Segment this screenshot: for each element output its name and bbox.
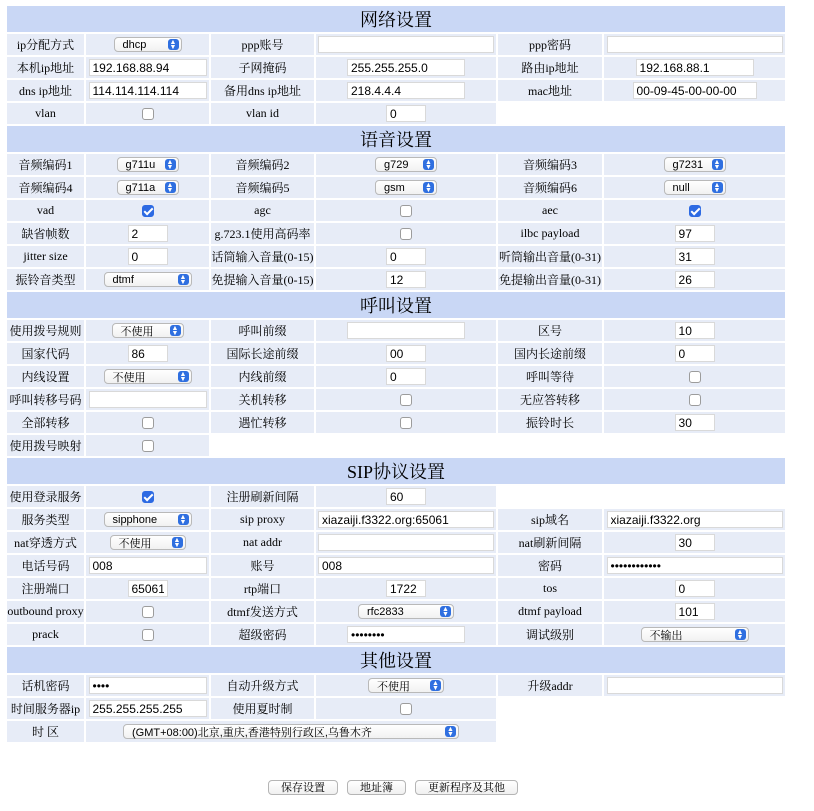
dial-rule-select[interactable]	[112, 323, 184, 338]
chevron-updown-icon: ▲ ▼	[712, 159, 723, 170]
chevron-updown-icon: ▲ ▼	[423, 182, 434, 193]
local-ip-label: 本机ip地址	[7, 57, 84, 78]
internal-value: 不使用	[112, 371, 146, 384]
ip-mode-label: ip分配方式	[7, 34, 84, 55]
service-type-label: 服务类型	[7, 509, 84, 530]
jitter-input[interactable]	[128, 248, 168, 265]
country-code-label: 国家代码	[7, 343, 84, 364]
g7231-high-label: g.723.1使用高码率	[211, 223, 314, 244]
codec6-value: null	[672, 181, 690, 194]
internal-label: 内线设置	[7, 366, 84, 387]
password-label: 密码	[498, 555, 602, 576]
address-book-button[interactable]: 地址簿	[347, 780, 406, 795]
codec2-label: 音频编码2	[211, 154, 314, 175]
codec2-value: g729	[384, 158, 409, 171]
hf-in-input[interactable]	[386, 271, 426, 288]
vad-checkbox[interactable]	[142, 205, 154, 217]
phone-password-input[interactable]	[89, 677, 207, 694]
all-forward-checkbox[interactable]	[142, 417, 154, 429]
timezone-select[interactable]	[123, 724, 459, 739]
chevron-updown-icon: ▲ ▼	[430, 680, 441, 691]
save-settings-button[interactable]: 保存设置	[268, 780, 338, 795]
codec3-value: g7231	[672, 158, 704, 171]
dtmf-payload-input[interactable]	[675, 603, 715, 620]
rtp-port-label: rtp端口	[211, 578, 314, 599]
time-server-label: 时间服务器ip	[7, 698, 84, 719]
debug-level-label: 调试级别	[498, 624, 602, 645]
dns2-label: 备用dns ip地址	[211, 80, 314, 101]
codec2-select[interactable]	[375, 157, 437, 172]
dns-label: dns ip地址	[7, 80, 84, 101]
nat-value: 不使用	[118, 537, 152, 550]
dns-input[interactable]	[89, 82, 207, 99]
subnet-label: 子网掩码	[211, 57, 314, 78]
off-forward-checkbox[interactable]	[400, 394, 412, 406]
chevron-updown-icon: ▲ ▼	[178, 371, 189, 382]
dial-rule-label: 使用拨号规则	[7, 320, 84, 341]
hf-in-label: 免提输入音量(0-15)	[211, 269, 314, 290]
upgrade-mode-value: 不使用	[377, 680, 410, 693]
chevron-updown-icon: ▲ ▼	[423, 159, 434, 170]
timezone-value: (GMT+08:00)北京,重庆,香港特别行政区,乌鲁木齐	[132, 726, 372, 739]
reg-refresh-label: 注册刷新间隔	[211, 486, 314, 507]
noanswer-forward-label: 无应答转移	[498, 389, 602, 410]
dtmf-mode-label: dtmf发送方式	[211, 601, 314, 622]
ppp-password-label: ppp密码	[498, 34, 602, 55]
vad-label: vad	[7, 200, 84, 221]
dtmf-mode-select[interactable]	[358, 604, 454, 619]
national-prefix-input[interactable]	[675, 345, 715, 362]
chevron-updown-icon: ▲ ▼	[178, 274, 189, 285]
debug-level-value: 不输出	[649, 629, 683, 642]
intl-prefix-label: 国际长途前缀	[211, 343, 314, 364]
reg-port-input[interactable]	[128, 580, 168, 597]
prack-checkbox[interactable]	[142, 629, 154, 641]
sip-proxy-input[interactable]	[318, 511, 494, 528]
dns2-input[interactable]	[347, 82, 465, 99]
default-frames-input[interactable]	[128, 225, 168, 242]
internal-prefix-input[interactable]	[386, 368, 426, 385]
nat-addr-label: nat addr	[211, 532, 314, 553]
rtp-port-input[interactable]	[386, 580, 426, 597]
handset-out-label: 听筒输出音量(0-31)	[498, 246, 602, 267]
codec4-value: g711a	[125, 181, 156, 194]
router-ip-label: 路由ip地址	[498, 57, 602, 78]
codec5-select[interactable]	[375, 180, 437, 195]
dtmf-mode-value: rfc2833	[367, 605, 404, 618]
mac-input[interactable]	[633, 82, 757, 99]
chevron-updown-icon: ▲ ▼	[172, 537, 183, 548]
codec4-select[interactable]	[117, 180, 179, 195]
area-code-input[interactable]	[675, 322, 715, 339]
password-input[interactable]	[607, 557, 783, 574]
codec5-label: 音频编码5	[211, 177, 314, 198]
agc-checkbox[interactable]	[400, 205, 412, 217]
codec1-select[interactable]	[117, 157, 179, 172]
intl-prefix-input[interactable]	[386, 345, 426, 362]
internal-select[interactable]	[104, 369, 192, 384]
router-ip-input[interactable]	[636, 59, 754, 76]
dst-checkbox[interactable]	[400, 703, 412, 715]
aec-checkbox[interactable]	[689, 205, 701, 217]
country-code-input[interactable]	[128, 345, 168, 362]
account-label: 账号	[211, 555, 314, 576]
dtmf-payload-label: dtmf payload	[498, 601, 602, 622]
forward-number-input[interactable]	[89, 391, 207, 408]
ring-type-label: 振铃音类型	[7, 269, 84, 290]
area-code-label: 区号	[498, 320, 602, 341]
codec4-label: 音频编码4	[7, 177, 84, 198]
subnet-input[interactable]	[347, 59, 465, 76]
call-waiting-checkbox[interactable]	[689, 371, 701, 383]
chevron-updown-icon: ▲ ▼	[168, 39, 179, 50]
mic-in-input[interactable]	[386, 248, 426, 265]
use-login-label: 使用登录服务	[7, 486, 84, 507]
mic-in-label: 话筒输入音量(0-15)	[211, 246, 314, 267]
upgrade-addr-label: 升级addr	[498, 675, 602, 696]
call-prefix-label: 呼叫前缀	[211, 320, 314, 341]
chevron-updown-icon: ▲ ▼	[712, 182, 723, 193]
section-network-title: 网络设置	[7, 6, 785, 32]
sip-proxy-label: sip proxy	[211, 509, 314, 530]
chevron-updown-icon: ▲ ▼	[170, 325, 181, 336]
debug-level-select[interactable]	[641, 627, 749, 642]
chevron-updown-icon: ▲ ▼	[178, 514, 189, 525]
upgrade-addr-input[interactable]	[607, 677, 783, 694]
ilbc-input[interactable]	[675, 225, 715, 242]
account-input[interactable]	[318, 557, 494, 574]
agc-label: agc	[211, 200, 314, 221]
dial-map-label: 使用拨号映射	[7, 435, 84, 456]
busy-forward-checkbox[interactable]	[400, 417, 412, 429]
codec6-select[interactable]	[664, 180, 726, 195]
service-type-value: sipphone	[112, 513, 158, 526]
local-ip-input[interactable]	[89, 59, 207, 76]
super-password-label: 超级密码	[211, 624, 314, 645]
reg-refresh-input[interactable]	[386, 488, 426, 505]
time-server-input[interactable]	[89, 700, 207, 717]
chevron-updown-icon: ▲ ▼	[440, 606, 451, 617]
ip-mode-select[interactable]	[114, 37, 182, 52]
ring-time-label: 振铃时长	[498, 412, 602, 433]
ppp-account-label: ppp账号	[211, 34, 314, 55]
call-prefix-input[interactable]	[347, 322, 465, 339]
service-type-select[interactable]	[104, 512, 192, 527]
ring-type-value: dtmf	[112, 273, 134, 286]
hf-out-label: 免提输出音量(0-31)	[498, 269, 602, 290]
g7231-high-checkbox[interactable]	[400, 228, 412, 240]
reg-port-label: 注册端口	[7, 578, 84, 599]
aec-label: aec	[498, 200, 602, 221]
sip-domain-label: sip域名	[498, 509, 602, 530]
outbound-proxy-checkbox[interactable]	[142, 606, 154, 618]
dial-rule-value: 不使用	[120, 325, 154, 338]
upgrade-mode-label: 自动升级方式	[211, 675, 314, 696]
nat-select[interactable]	[110, 535, 186, 550]
timezone-label: 时 区	[7, 721, 84, 742]
nat-refresh-label: nat刷新间隔	[498, 532, 602, 553]
section-sip-title: SIP协议设置	[7, 458, 785, 484]
tos-label: tos	[498, 578, 602, 599]
ring-type-select[interactable]	[104, 272, 192, 287]
vlan-id-input[interactable]	[386, 105, 426, 122]
chevron-updown-icon: ▲ ▼	[735, 629, 746, 640]
nat-addr-input[interactable]	[318, 534, 494, 551]
forward-number-label: 呼叫转移号码	[7, 389, 84, 410]
default-frames-label: 缺省帧数	[7, 223, 84, 244]
internal-prefix-label: 内线前缀	[211, 366, 314, 387]
nat-refresh-input[interactable]	[675, 534, 715, 551]
national-prefix-label: 国内长途前缀	[498, 343, 602, 364]
use-login-checkbox[interactable]	[142, 491, 154, 503]
busy-forward-label: 遇忙转移	[211, 412, 314, 433]
codec5-value: gsm	[384, 181, 405, 194]
jitter-label: jitter size	[7, 246, 84, 267]
super-password-input[interactable]	[347, 626, 465, 643]
ip-mode-value: dhcp	[122, 38, 147, 51]
phone-password-label: 话机密码	[7, 675, 84, 696]
section-other-title: 其他设置	[7, 647, 785, 673]
button-bar	[0, 780, 786, 795]
codec3-label: 音频编码3	[498, 154, 602, 175]
section-call-title: 呼叫设置	[7, 292, 785, 318]
ilbc-label: ilbc payload	[498, 223, 602, 244]
prack-label: prack	[7, 624, 84, 645]
upgrade-mode-select[interactable]	[368, 678, 444, 693]
vlan-label: vlan	[7, 103, 84, 124]
nat-label: nat穿透方式	[7, 532, 84, 553]
off-forward-label: 关机转移	[211, 389, 314, 410]
phone-number-input[interactable]	[89, 557, 207, 574]
ring-time-input[interactable]	[675, 414, 715, 431]
chevron-updown-icon: ▲ ▼	[445, 726, 456, 737]
codec3-select[interactable]	[664, 157, 726, 172]
tos-input[interactable]	[675, 580, 715, 597]
noanswer-forward-checkbox[interactable]	[689, 394, 701, 406]
handset-out-input[interactable]	[675, 248, 715, 265]
vlan-checkbox[interactable]	[142, 108, 154, 120]
ppp-password-input[interactable]	[607, 36, 783, 53]
outbound-proxy-label: outbound proxy	[7, 601, 84, 622]
update-program-button[interactable]: 更新程序及其他	[415, 780, 518, 795]
call-waiting-label: 呼叫等待	[498, 366, 602, 387]
chevron-updown-icon: ▲ ▼	[165, 182, 176, 193]
phone-number-label: 电话号码	[7, 555, 84, 576]
dst-label: 使用夏时制	[211, 698, 314, 719]
all-forward-label: 全部转移	[7, 412, 84, 433]
codec1-value: g711u	[125, 158, 156, 171]
mac-label: mac地址	[498, 80, 602, 101]
ppp-account-input[interactable]	[318, 36, 494, 53]
codec6-label: 音频编码6	[498, 177, 602, 198]
dial-map-checkbox[interactable]	[142, 440, 154, 452]
sip-domain-input[interactable]	[607, 511, 783, 528]
hf-out-input[interactable]	[675, 271, 715, 288]
chevron-updown-icon: ▲ ▼	[165, 159, 176, 170]
section-voice-title: 语音设置	[7, 126, 785, 152]
vlan-id-label: vlan id	[211, 103, 314, 124]
codec1-label: 音频编码1	[7, 154, 84, 175]
